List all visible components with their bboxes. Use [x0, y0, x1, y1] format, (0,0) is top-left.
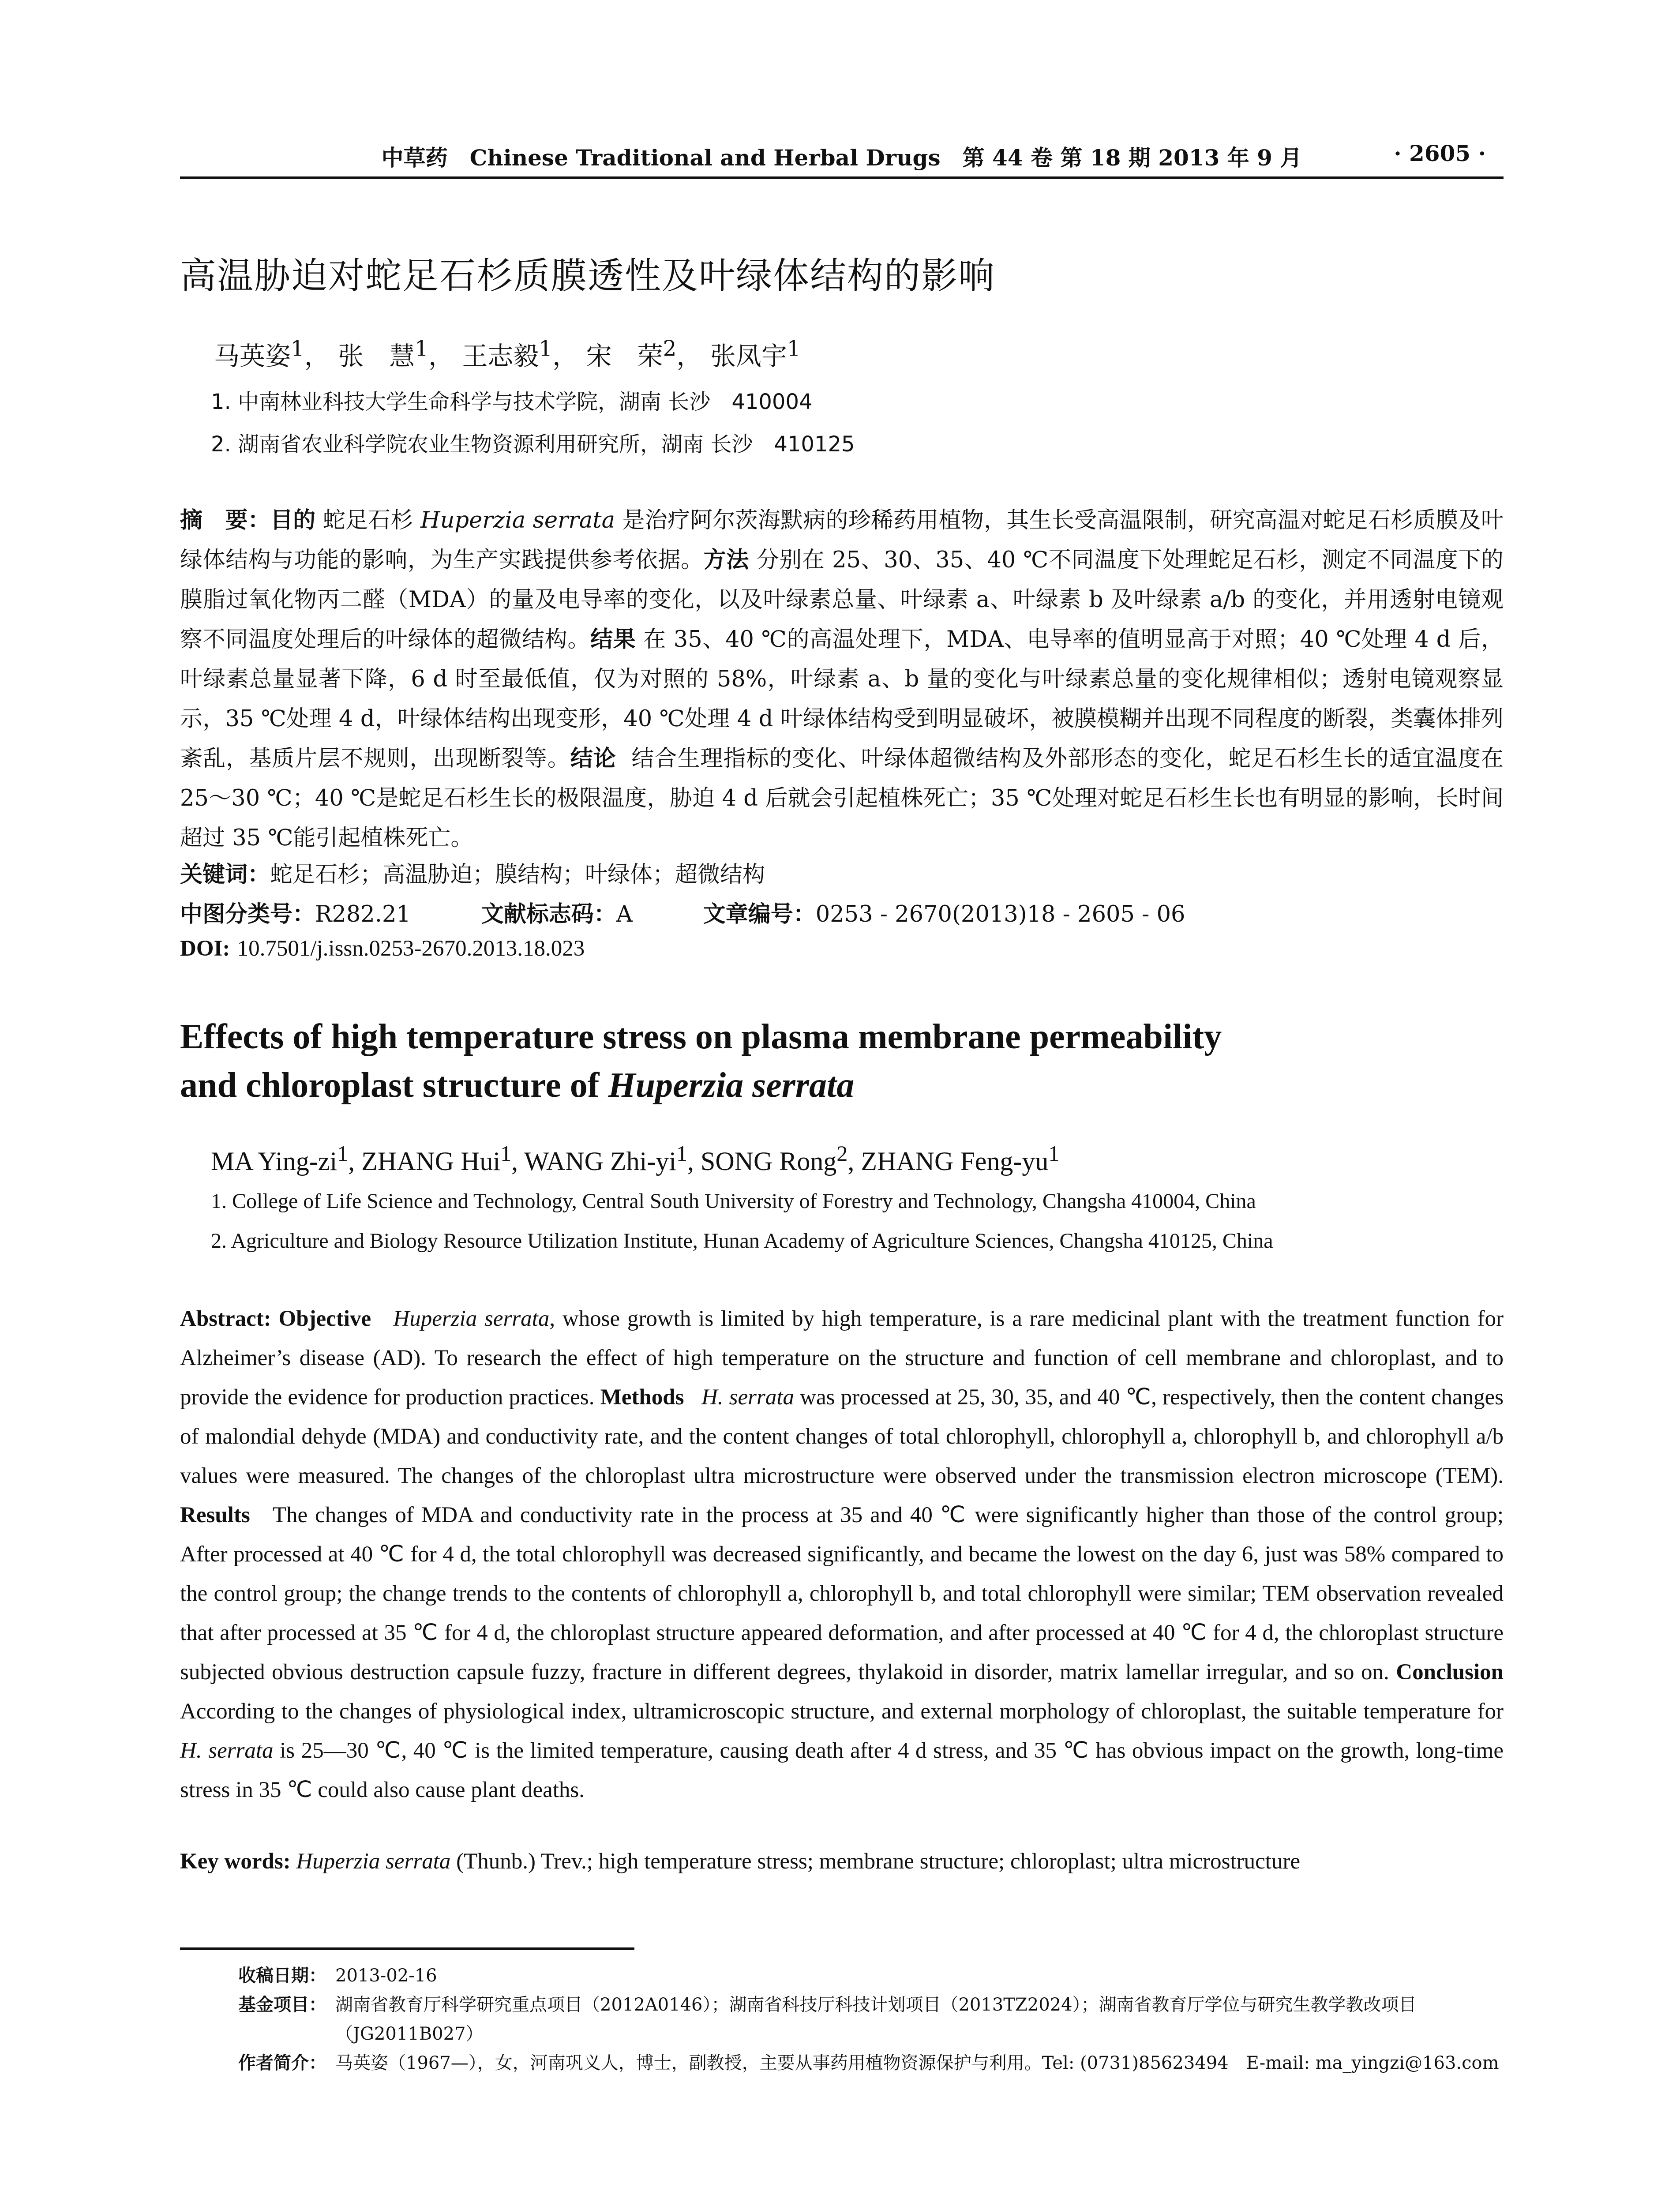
title-en-line2 [180, 1061, 1504, 1110]
results-text: 在 35、40 ℃的高温处理下，MDA、电导率的值明显高于对照；40 ℃处理 4 d 后，叶绿素总量显著下降，6 d 时至最低值，仅为对照的 58%，叶绿素 a、b 量的变化与叶绿素总量的变化规律相似；透射电镜观察显示，35 ℃处理 4 d，叶绿体结构出现变形，40 ℃处理 4 d 叶绿体结构受到明显破坏，被膜模糊并出现不同程度的断裂，类囊体排列紊乱，基质片层不规则，出现断裂等。 [180, 627, 1504, 772]
abstract-label: Abstract: [180, 1306, 271, 1331]
footnote-text: 2013-02-16 [335, 1966, 437, 1986]
author-affiliation-mark: 1 [676, 1141, 687, 1166]
conclusion-text: is 25—30 ℃, 40 ℃ is the limited temperature, causing death after 4 d stress, and 35 ℃ has obvious impact on the growth, long-time stress in 35 ℃ could also cause plant deaths. [180, 1738, 1504, 1802]
footnote-divider [180, 1947, 634, 1950]
article-number-value: 0253 - 2670(2013)18 - 2605 - 06 [815, 901, 1185, 927]
classification-line [180, 896, 1185, 928]
author-affiliation-mark: 1 [337, 1141, 349, 1166]
results-text: The changes of MDA and conductivity rate in the process at 35 and 40 ℃ were significantly higher than those of the control group; After processed at 40 ℃ for 4 d, the total chlorophyll was decreased significantly, and became the lowest on the day 6, just was 58% compared to the control group; the change trends to the contents of chlorophyll a, chlorophyll b, and total chlorophyll were similar; TEM observation revealed that after processed at 35 ℃ for 4 d, the chloroplast structure appeared deformation, and after processed at 40 ℃ for 4 d, the chloroplast structure subjected obvious destruction capsule fuzzy, fracture in different degrees, thylakoid in disorder, matrix lamellar irregular, and so on. [180, 1503, 1504, 1685]
doi-value[interactable]: 10.7501/j.issn.0253-2670.2013.18.023 [237, 936, 585, 961]
species-name: Huperzia serrata [420, 507, 615, 533]
objective-text: 是治疗阿尔茨海默病的珍稀药用植物，其生长受高温限制，研究高温对蛇足石杉质膜及叶绿体结构与功能的影响，为生产实践提供参考依据。 [180, 507, 1504, 573]
clc-label: 中图分类号： [180, 901, 315, 927]
journal-info [180, 140, 1504, 172]
abstract-cn [180, 501, 1504, 858]
title-en-text: and chloroplast structure of [180, 1066, 608, 1105]
conclusion-label: 结论 [570, 746, 616, 772]
author-name: ZHANG Hui [361, 1147, 501, 1176]
objective-label: 目的 [270, 507, 316, 533]
author-affiliation-mark: 1 [787, 336, 801, 361]
conclusion-label: Conclusion [1396, 1660, 1504, 1685]
results-label: 结果 [590, 627, 636, 653]
keywords-cn [180, 856, 765, 889]
doi-line [180, 935, 585, 961]
keywords-text: 蛇足石杉；高温胁迫；膜结构；叶绿体；超微结构 [270, 862, 765, 888]
species-name: H. serrata [180, 1738, 274, 1763]
footnote-received [238, 1961, 1509, 1990]
author-name: WANG Zhi-yi [524, 1147, 676, 1176]
keywords-label: 关键词： [180, 862, 270, 888]
doc-code-label: 文献标志码： [481, 901, 616, 927]
author-list-en: MA Ying-$zi^1$, ZHANG Hui$^1$, WANG Zhi-$yi^1$, SONG Rong$^2$, ZHANG Feng-$yu^1$ [211, 1141, 1060, 1176]
abstract-en [180, 1299, 1504, 1810]
author-name: 张 慧 [338, 341, 415, 371]
author-name: 宋 荣 [586, 341, 663, 371]
affiliation-cn-2: 2. 湖南省农业科学院农业生物资源利用研究所，湖南 长沙 410125 [211, 432, 855, 457]
author-name: 张凤宇 [710, 341, 787, 371]
footnote-text: 马英姿（1967—），女，河南巩义人，博士，副教授，主要从事药用植物资源保护与利用。Tel: (0731)85623494 E-mail: ma_yingzi@163.com [335, 2053, 1499, 2073]
species-name: H. serrata [701, 1385, 795, 1410]
footnote-label: 作者简介： [238, 2053, 326, 2073]
footnote-label: 基金项目： [238, 1995, 326, 2015]
article-number-label: 文章编号： [703, 901, 816, 927]
author-affiliation-mark: 1 [1048, 1141, 1060, 1166]
affiliation-cn-1: 1. 中南林业科技大学生命科学与技术学院，湖南 长沙 410004 [211, 390, 813, 414]
abstract-label: 摘 要： [180, 507, 270, 533]
conclusion-text: 结合生理指标的变化、叶绿体超微结构及外部形态的变化，蛇足石杉生长的适宜温度在 25～30 ℃；40 ℃是蛇足石杉生长的极限温度，胁迫 4 d 后就会引起植株死亡；35 ℃处理对蛇足石杉生长也有明显的影响，长时间超过 35 ℃能引起植株死亡。 [180, 746, 1504, 851]
page-title-en [180, 1013, 1504, 1110]
journal-name-cn: 中草药 [381, 145, 448, 171]
author-affiliation-mark: 1 [415, 336, 428, 361]
doi-label: DOI: [180, 936, 230, 961]
author-list-cn: 马英姿$^1$， 张 慧$^1$， 王志毅$^1$， 宋 荣$^2$， 张凤宇$^1$ [214, 336, 801, 371]
doc-code-value: A [616, 901, 633, 927]
conclusion-text: According to the changes of physiological index, ultramicroscopic structure, and external morphology of chloroplast, the suitable temperature for [180, 1699, 1504, 1724]
keywords-en [180, 1849, 1300, 1874]
results-label: Results [180, 1503, 250, 1527]
author-name: 马英姿 [214, 341, 291, 371]
author-affiliation-mark: 1 [500, 1141, 512, 1166]
author-name: MA Ying-zi [211, 1147, 338, 1176]
affiliation-en-1: 1. College of Life Science and Technology, Central South University of Forestry and Technology, Changsha 410004, China [211, 1189, 1256, 1213]
author-affiliation-mark: 2 [663, 336, 677, 361]
objective-text: , whose growth is limited by high temperature, is a rare medicinal plant with the treatment function for Alzheimer’s disease (AD). To research the effect of high temperature on the structure and function of cell membrane and chloroplast, and to provide the evidence for production practices. [180, 1306, 1504, 1410]
affiliation-en-2: 2. Agriculture and Biology Resource Utilization Institute, Hunan Academy of Agriculture Sciences, Changsha 410125, China [211, 1229, 1273, 1253]
footnote-text: 湖南省教育厅科学研究重点项目（2012A0146）；湖南省科技厅科技计划项目（2013TZ2024）；湖南省教育厅学位与研究生教学教改项目（JG2011B027） [335, 1995, 1417, 2044]
species-name: Huperzia serrata [393, 1306, 550, 1331]
journal-name-en-issue: Chinese Traditional and Herbal Drugs 第 44 卷 第 18 期 2013 年 9 月 [469, 145, 1302, 171]
methods-text: was processed at 25, 30, 35, and 40 ℃, respectively, then the content changes of malondial dehyde (MDA) and conductivity rate, and the content changes of total chlorophyll, chlorophyll a, chlorophyll b, and chlorophyll a/b values were measured. The changes of the chloroplast ultra microstructure were observed under the transmission electron microscope (TEM). [180, 1385, 1504, 1488]
author-affiliation-mark: 1 [291, 336, 304, 361]
author-affiliation-mark: 2 [836, 1141, 848, 1166]
author-affiliation-mark: 1 [539, 336, 553, 361]
author-name: 王志毅 [462, 341, 539, 371]
footnote-label: 收稿日期： [238, 1966, 326, 1986]
page-title-cn: 高温胁迫对蛇足石杉质膜透性及叶绿体结构的影响 [180, 255, 996, 297]
clc-value: R282.21 [315, 901, 411, 927]
footnote-funding [238, 1990, 1509, 2048]
methods-label: 方法 [703, 547, 749, 573]
author-name: ZHANG Feng-yu [861, 1147, 1049, 1176]
footnotes [238, 1961, 1509, 2078]
objective-text: 蛇足石杉 [322, 507, 421, 533]
species-name: Huperzia serrata [296, 1849, 451, 1874]
keywords-label: Key words: [180, 1849, 291, 1874]
page-number: · 2605 · [1394, 140, 1486, 166]
methods-text: 分别在 25、30、35、40 ℃不同温度下处理蛇足石杉，测定不同温度下的膜脂过氧化物丙二醛（MDA）的量及电导率的变化，以及叶绿素总量、叶绿素 a、叶绿素 b 及叶绿素 a/b 的变化，并用透射电镜观察不同温度处理后的叶绿体的超微结构。 [180, 547, 1504, 653]
footnote-author-bio [238, 2048, 1509, 2078]
running-header [180, 140, 1504, 179]
species-name: Huperzia serrata [608, 1066, 855, 1105]
objective-label: Objective [278, 1306, 371, 1331]
keywords-text: (Thunb.) Trev.; high temperature stress; membrane structure; chloroplast; ultra microstructure [450, 1849, 1301, 1874]
methods-label: Methods [600, 1385, 684, 1410]
author-name: SONG Rong [700, 1147, 837, 1176]
title-en-line1: Effects of high temperature stress on plasma membrane permeability [180, 1017, 1222, 1056]
